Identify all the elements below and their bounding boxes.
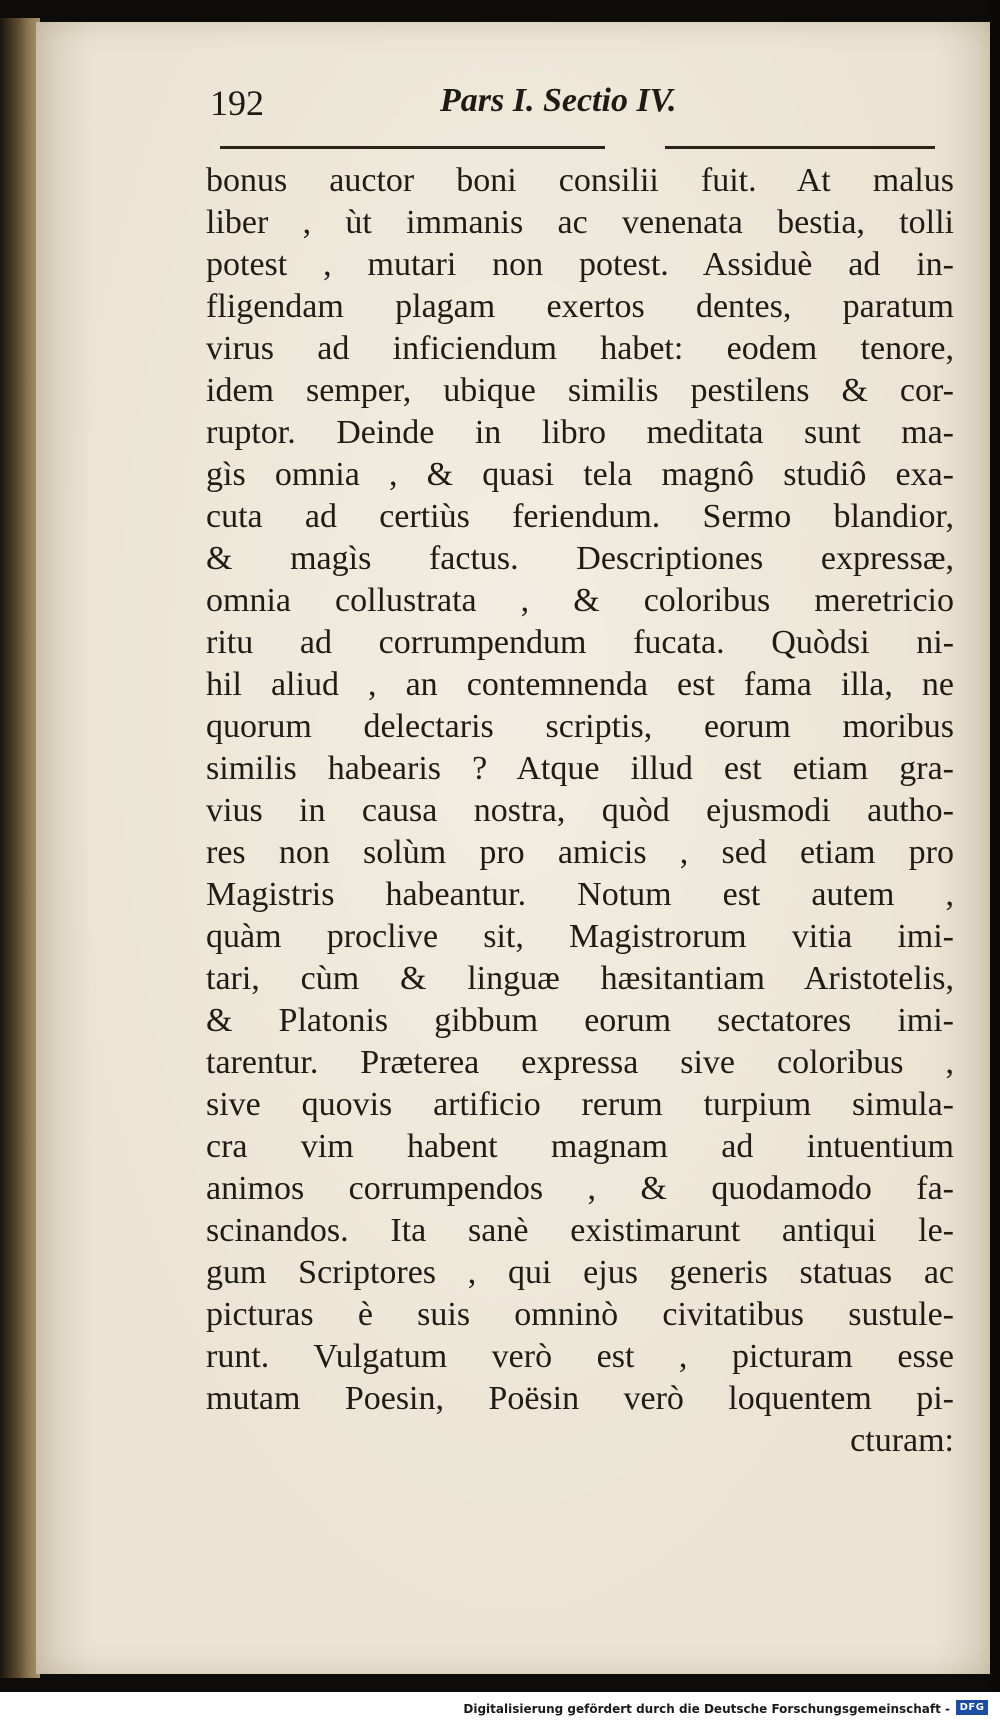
text-line: sive quovis artificio rerum turpium simula- (206, 1086, 954, 1123)
text-line: liber , ùt immanis ac venenata bestia, tolli (206, 204, 954, 241)
text-line: idem semper, ubique similis pestilens & cor- (206, 372, 954, 409)
text-line: & magìs factus. Descriptiones expressæ, (206, 540, 954, 577)
dfg-logo: DFG (956, 1700, 988, 1715)
text-line: gìs omnia , & quasi tela magnô studiô exa- (206, 456, 954, 493)
text-line: hil aliud , an contemnenda est fama illa, ne (206, 666, 954, 703)
text-line: vius in causa nostra, quòd ejusmodi autho- (206, 792, 954, 829)
header-rule-left (220, 146, 605, 149)
text-line: res non solùm pro amicis , sed etiam pro (206, 834, 954, 871)
text-line: tari, cùm & linguæ hæsitantiam Aristotelis, (206, 960, 954, 997)
text-line: animos corrumpendos , & quodamodo fa- (206, 1170, 954, 1207)
body-text (206, 160, 954, 1462)
page-number: 192 (210, 83, 264, 123)
text-line: ruptor. Deinde in libro meditata sunt ma- (206, 414, 954, 451)
text-line: bonus auctor boni consilii fuit. At malus (206, 162, 954, 199)
text-line: potest , mutari non potest. Assiduè ad in- (206, 246, 954, 283)
text-line: runt. Vulgatum verò est , picturam esse (206, 1338, 954, 1375)
text-line: cuta ad certiùs feriendum. Sermo blandior, (206, 498, 954, 535)
text-line: tarentur. Præterea expressa sive coloribus , (206, 1044, 954, 1081)
text-line: omnia collustrata , & coloribus meretricio (206, 582, 954, 619)
text-line: quorum delectaris scriptis, eorum moribus (206, 708, 954, 745)
text-line: Magistris habeantur. Notum est autem , (206, 876, 954, 913)
header-rule-right (665, 146, 935, 149)
digitization-footer (0, 1692, 1000, 1722)
catchword-line: cturam: (850, 1422, 954, 1459)
running-head: Pars I. Sectio IV. (440, 82, 677, 119)
page-header (210, 82, 950, 128)
text-line: & Platonis gibbum eorum sectatores imi- (206, 1002, 954, 1039)
book-spine-edge (0, 18, 40, 1678)
text-line: mutam Poesin, Poësin verò loquentem pi- (206, 1380, 954, 1417)
text-line: virus ad inficiendum habet: eodem tenore, (206, 330, 954, 367)
text-line: picturas è suis omninò civitatibus sustule- (206, 1296, 954, 1333)
text-line: similis habearis ? Atque illud est etiam gra- (206, 750, 954, 787)
text-line: fligendam plagam exertos dentes, paratum (206, 288, 954, 325)
page-right-rim (990, 0, 1000, 1722)
text-line: gum Scriptores , qui ejus generis statuas ac (206, 1254, 954, 1291)
text-line: cra vim habent magnam ad intuentium (206, 1128, 954, 1165)
funding-credit: Digitalisierung gefördert durch die Deutsche Forschungsgemeinschaft - (463, 1702, 950, 1716)
text-line: scinandos. Ita sanè existimarunt antiqui le- (206, 1212, 954, 1249)
text-line: ritu ad corrumpendum fucata. Quòdsi ni- (206, 624, 954, 661)
text-line: quàm proclive sit, Magistrorum vitia imi- (206, 918, 954, 955)
